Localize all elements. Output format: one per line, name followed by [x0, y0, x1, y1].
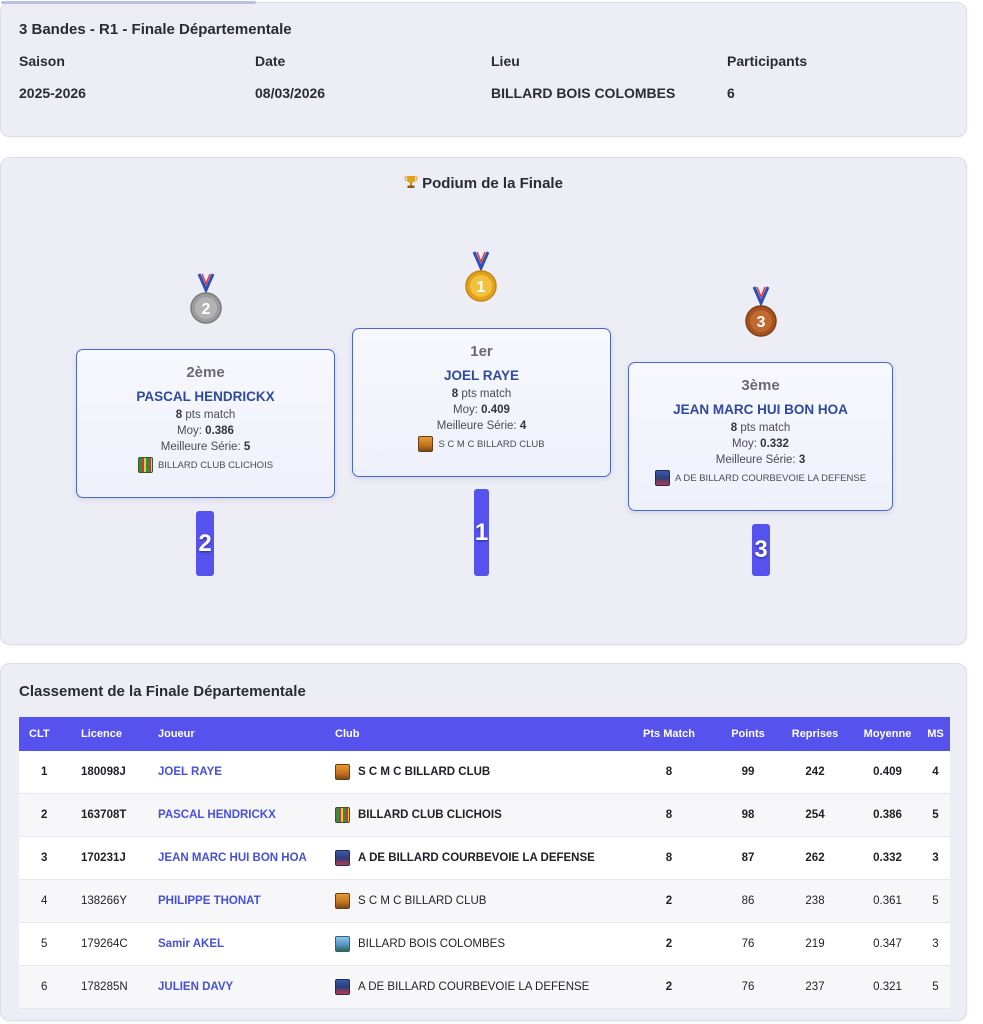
cell-moyenne: 0.332	[873, 852, 902, 864]
cell-licence: 138266Y	[81, 895, 128, 907]
cell-club	[335, 751, 618, 793]
participants-field	[727, 53, 807, 101]
cell-points: 99	[741, 766, 755, 778]
podium-second-moy: Moy: 0.386	[177, 425, 234, 437]
podium-second-serie: Meilleure Série: 5	[160, 441, 251, 453]
ranking-title: Classement de la Finale Départementale	[19, 683, 306, 700]
cell-club	[335, 966, 618, 1008]
podium-first-serie: Meilleure Série: 4	[436, 420, 527, 432]
cell-clt: 2	[41, 809, 48, 821]
cell-reprises: 237	[805, 981, 825, 993]
cell-moyenne: 0.409	[873, 766, 902, 778]
cell-moyenne: 0.321	[873, 981, 902, 993]
cell-licence: 178285N	[81, 981, 128, 993]
cell-licence: 163708T	[81, 809, 127, 821]
podium-first-club	[353, 436, 610, 452]
cell-pts-match: 2	[665, 938, 673, 950]
table-row	[19, 880, 950, 923]
table-row	[19, 966, 950, 1009]
podium-pillar-second: 2	[196, 511, 214, 576]
cell-ms: 5	[932, 981, 939, 993]
gold-medal-number: 1	[476, 279, 486, 296]
podium-third-club	[629, 470, 892, 486]
participants-label: Participants	[727, 53, 808, 69]
podium-second-pts: 8 pts match	[175, 409, 236, 421]
cell-points: 87	[741, 852, 755, 864]
podium-third-club-name: A DE BILLARD COURBEVOIE LA DEFENSE	[674, 472, 867, 484]
cell-ms: 5	[932, 809, 939, 821]
cell-clt: 4	[41, 895, 48, 907]
cell-ms: 5	[932, 895, 939, 907]
podium-third-card	[628, 362, 893, 511]
ranking-card	[0, 663, 967, 1021]
club-logo-icon	[335, 807, 350, 823]
cell-ms: 3	[932, 938, 939, 950]
cell-pts-match: 8	[665, 852, 673, 864]
podium-third-serie: Meilleure Série: 3	[715, 454, 806, 466]
podium-third-name[interactable]: JEAN MARC HUI BON HOA	[673, 402, 848, 417]
ranking-table	[19, 717, 950, 1009]
table-row	[19, 794, 950, 837]
podium-third-pts: 8 pts match	[730, 422, 791, 434]
club-name: A DE BILLARD COURBEVOIE LA DEFENSE	[358, 981, 590, 993]
podium-title	[1, 175, 966, 192]
col-pts-match[interactable]: Pts Match	[643, 728, 695, 740]
cell-reprises: 242	[805, 766, 825, 778]
silver-medal-number: 2	[201, 301, 211, 318]
club-name: A DE BILLARD COURBEVOIE LA DEFENSE	[358, 852, 595, 864]
podium-second-card	[76, 349, 335, 498]
club-logo-icon	[655, 470, 670, 486]
cell-moyenne: 0.361	[873, 895, 902, 907]
club-logo-icon	[335, 764, 350, 780]
podium-first-pts: 8 pts match	[451, 388, 512, 400]
venue-field	[491, 53, 675, 101]
col-moyenne[interactable]: Moyenne	[863, 728, 912, 740]
cell-pts-match: 8	[665, 809, 673, 821]
club-logo-icon	[138, 457, 153, 473]
cell-reprises: 254	[805, 809, 825, 821]
podium-second-club	[77, 457, 334, 473]
season-field	[19, 53, 86, 101]
col-licence[interactable]: Licence	[81, 728, 122, 740]
col-player[interactable]: Joueur	[158, 728, 195, 740]
col-ms[interactable]: MS	[927, 728, 944, 740]
cell-player[interactable]: JEAN MARC HUI BON HOA	[158, 852, 307, 864]
podium-card	[0, 157, 967, 645]
cell-licence: 179264C	[81, 938, 128, 950]
podium-third-moy: Moy: 0.332	[732, 438, 789, 450]
cell-player[interactable]: PHILIPPE THONAT	[158, 895, 261, 907]
cell-reprises: 262	[805, 852, 825, 864]
club-name: BILLARD BOIS COLOMBES	[358, 938, 505, 950]
cell-points: 76	[741, 938, 755, 950]
season-label: Saison	[19, 53, 65, 69]
club-name: S C M C BILLARD CLUB	[358, 895, 487, 907]
club-logo-icon	[335, 893, 350, 909]
podium-second-rank: 2ème	[186, 364, 225, 381]
cell-pts-match: 2	[665, 895, 673, 907]
cell-reprises: 219	[805, 938, 825, 950]
venue-label: Lieu	[491, 53, 520, 69]
trophy-icon	[404, 175, 418, 189]
table-row	[19, 923, 950, 966]
podium-first-name[interactable]: JOEL RAYE	[443, 368, 520, 383]
date-label: Date	[255, 53, 286, 69]
podium-third-rank: 3ème	[741, 377, 780, 394]
cell-ms: 4	[932, 766, 939, 778]
club-logo-icon	[335, 936, 350, 952]
bronze-medal-icon	[742, 285, 780, 341]
cell-moyenne: 0.347	[873, 938, 902, 950]
cell-points: 86	[741, 895, 755, 907]
podium-first-moy: Moy: 0.409	[453, 404, 510, 416]
venue-value: BILLARD BOIS COLOMBES	[491, 85, 676, 101]
col-club[interactable]: Club	[335, 728, 360, 740]
cell-moyenne: 0.386	[873, 809, 902, 821]
cell-pts-match: 2	[665, 981, 673, 993]
podium-second-club-name: BILLARD CLUB CLICHOIS	[157, 459, 274, 471]
cell-clt: 3	[41, 852, 48, 864]
date-value: 08/03/2026	[255, 85, 326, 101]
club-logo-icon	[418, 436, 433, 452]
club-logo-icon	[335, 850, 350, 866]
cell-club	[335, 837, 618, 879]
silver-medal-icon	[187, 272, 225, 328]
table-row	[19, 751, 950, 794]
cell-points: 76	[741, 981, 755, 993]
participants-value: 6	[727, 85, 735, 101]
cell-club	[335, 794, 618, 836]
col-clt[interactable]: CLT	[29, 728, 50, 740]
cell-player[interactable]: Samir AKEL	[158, 938, 225, 950]
podium-title-text: Podium de la Finale	[422, 175, 563, 192]
podium-second-name[interactable]: PASCAL HENDRICKX	[136, 389, 275, 404]
scroll-indicator	[1, 1, 256, 4]
event-title: 3 Bandes - R1 - Finale Départementale	[19, 21, 292, 38]
podium-first-rank: 1er	[470, 343, 493, 360]
cell-player[interactable]: PASCAL HENDRICKX	[158, 809, 276, 821]
cell-club	[335, 880, 618, 922]
table-row	[19, 837, 950, 880]
cell-ms: 3	[932, 852, 939, 864]
podium-first-card	[352, 328, 611, 477]
cell-reprises: 238	[805, 895, 825, 907]
cell-club	[335, 923, 618, 965]
cell-clt: 1	[41, 766, 48, 778]
col-reprises[interactable]: Reprises	[791, 728, 839, 740]
club-name: S C M C BILLARD CLUB	[358, 766, 491, 778]
podium-pillar-first: 1	[474, 489, 489, 576]
podium-first-club-name: S C M C BILLARD CLUB	[438, 438, 545, 450]
event-info-card	[0, 2, 967, 137]
cell-player[interactable]: JOEL RAYE	[158, 766, 222, 778]
cell-clt: 5	[41, 938, 48, 950]
ranking-header-row	[19, 717, 950, 751]
club-logo-icon	[335, 979, 350, 995]
col-points[interactable]: Points	[731, 728, 765, 740]
season-value: 2025-2026	[19, 85, 86, 101]
cell-pts-match: 8	[665, 766, 673, 778]
cell-clt: 6	[41, 981, 48, 993]
cell-player[interactable]: JULIEN DAVY	[158, 981, 234, 993]
podium-pillar-third: 3	[752, 524, 770, 576]
cell-licence: 170231J	[81, 852, 126, 864]
gold-medal-icon	[462, 250, 500, 306]
cell-licence: 180098J	[81, 766, 126, 778]
cell-points: 98	[741, 809, 755, 821]
bronze-medal-number: 3	[756, 314, 766, 331]
date-field	[255, 53, 325, 101]
club-name: BILLARD CLUB CLICHOIS	[358, 809, 502, 821]
